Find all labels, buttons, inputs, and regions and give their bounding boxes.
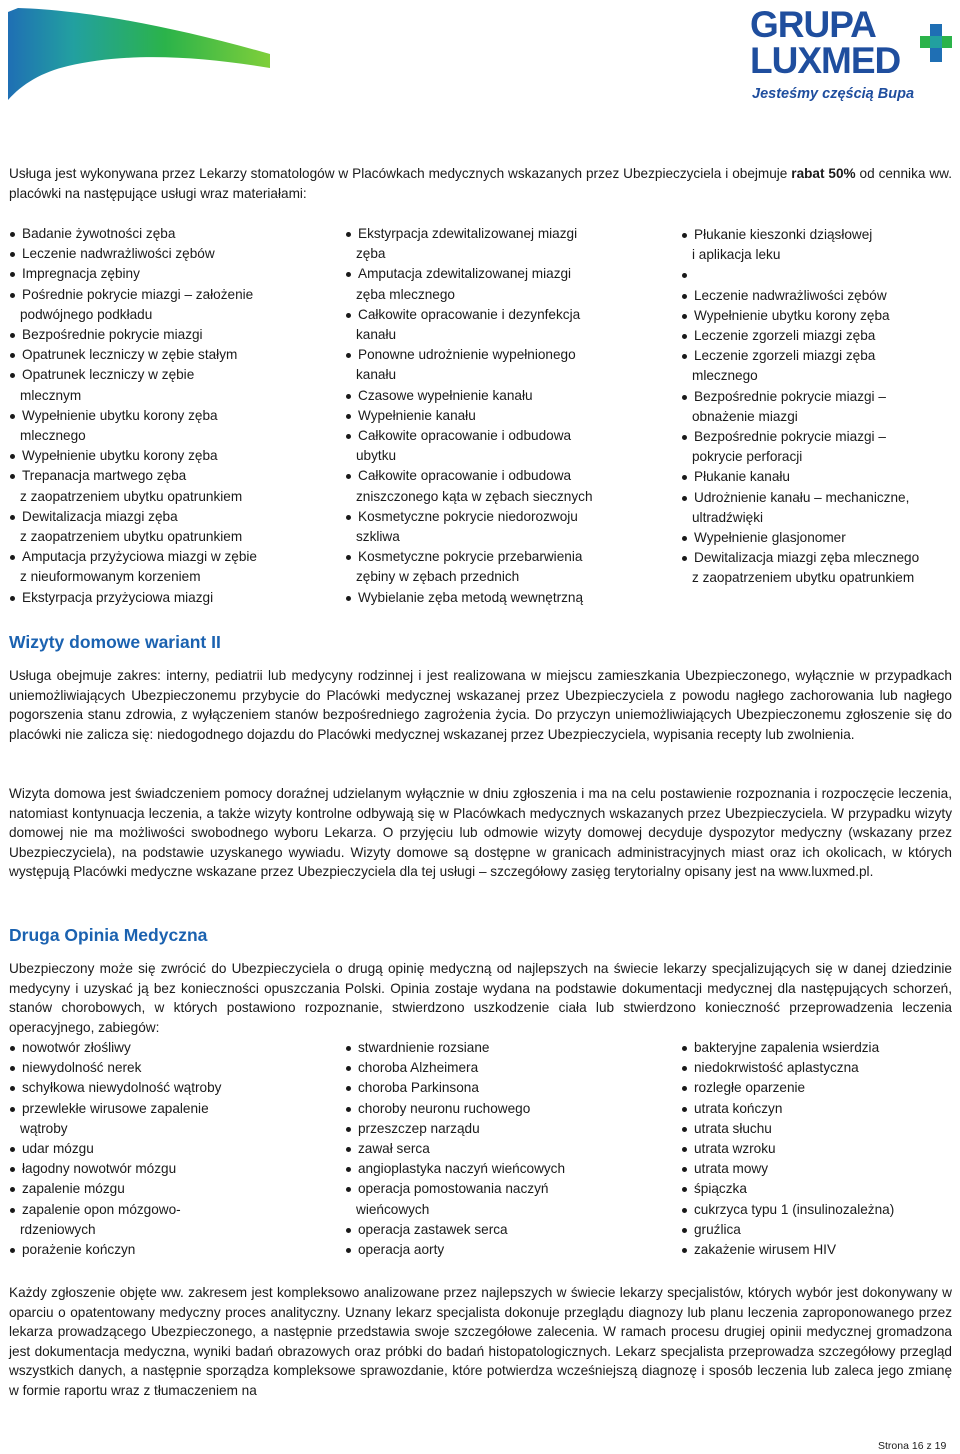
list-item-text: Wybielanie zęba metodą wewnętrzną (358, 589, 584, 605)
list-item-continuation: zęba (356, 246, 386, 262)
list-item (682, 225, 957, 265)
list-item-text: Impregnacja zębiny (22, 266, 140, 282)
list-item (10, 264, 330, 284)
list-item-text: rozległe oparzenie (694, 1080, 806, 1096)
list-item-text: Całkowite opracowanie i dezynfekcja (358, 306, 581, 322)
list-item (346, 507, 666, 547)
list-item (682, 528, 957, 548)
list-item-text: Wypełnienie glasjonomer (694, 530, 846, 546)
dental-list-col2 (346, 224, 666, 608)
list-item (682, 346, 957, 386)
logo-cross-icon (916, 16, 954, 76)
list-item-continuation: obnażenie miazgi (692, 408, 798, 424)
list-item (10, 1139, 330, 1159)
list-item-text: choroby neuronu ruchowego (358, 1100, 531, 1116)
list-item-text: Amputacja przyżyciowa miazgi w zębie (22, 549, 257, 565)
list-item-text: łagodny nowotwór mózgu (22, 1161, 177, 1177)
list-item-continuation: i aplikacja leku (692, 247, 781, 263)
logo-line2: LUXMED (750, 40, 901, 81)
dental-list-col1 (10, 224, 330, 608)
conditions-list-col3 (682, 1038, 957, 1260)
conditions-list-col2 (346, 1038, 666, 1260)
swoosh-graphic (8, 8, 270, 100)
list-item-text: Wypełnienie ubytku korony zęba (22, 448, 218, 464)
list-item (10, 1179, 330, 1199)
intro-paragraph (9, 164, 952, 203)
list-item-text: przeszczep narządu (358, 1120, 480, 1136)
list-item-text: Płukanie kanału (694, 469, 790, 485)
list-item-text: Leczenie nadwrażliwości zębów (22, 246, 215, 262)
list-item-text: Dewitalizacja miazgi zęba (22, 508, 178, 524)
list-item-continuation: zębiny w zębach przednich (356, 569, 520, 585)
list-item-text: Bezpośrednie pokrycie miazgi (22, 327, 203, 343)
list-item (682, 1179, 957, 1199)
list-item-text: stwardnienie rozsiane (358, 1040, 490, 1055)
list-item-continuation: pokrycie perforacji (692, 449, 803, 465)
list-item (682, 548, 957, 588)
list-item (682, 1220, 957, 1240)
list-item-text: utrata słuchu (694, 1120, 772, 1136)
list-item (346, 1179, 666, 1219)
list-item (346, 588, 666, 608)
druga-paragraph-2: Każdy zgłoszenie objęte ww. zakresem jest kompleksowo analizowane przez najlepszych w świecie lekarzy specjalistów, których wybór jest dokonywany w oparciu o opatentowany medyczny proces analityczny. Uznany lekarz specjalista dokonuje przeglądu diagnozy lub planu leczenia zaproponowanego przez lekarza prowadzącego Ubezpieczonego, a następnie przedstawia swoje szczegółowe zalecenia. W ramach procesu drugiej opinii medycznej gromadzona jest dokumentacja medyczna, wyniki badań obrazowych oraz próbki do badań histopatologicznych. Lekarz specjalista przeprowadza szczegółowy przegląd wszystkich danych, a następnie sporządza kompleksowe sprawozdanie, które potwierdza wcześniejszą diagnozę i sposób leczenia lub zaleca jego zmianę w formie raportu wraz z tłumaczeniem na (9, 1285, 952, 1398)
list-item-text: Wypełnienie kanału (358, 407, 476, 423)
list-item (346, 1078, 666, 1098)
list-item-text: Czasowe wypełnienie kanału (358, 387, 533, 403)
list-item-continuation: zniszczonego kąta w zębach siecznych (356, 488, 593, 504)
list-item-text: Całkowite opracowanie i odbudowa (358, 428, 572, 444)
list-item-text: Bezpośrednie pokrycie miazgi – (694, 429, 886, 445)
list-item-continuation: kanału (356, 367, 397, 383)
list-item-text: Kosmetyczne pokrycie przebarwienia (358, 549, 583, 565)
list-item (682, 1038, 957, 1058)
list-item-text: zapalenie opon mózgowo- (22, 1201, 181, 1217)
list-item-text: Leczenie zgorzeli miazgi zęba (694, 328, 876, 343)
list-item-text: Ponowne udrożnienie wypełnionego (358, 347, 576, 363)
list-item (682, 427, 957, 467)
wizyty-paragraph-2: Wizyta domowa jest świadczeniem pomocy doraźnej udzielanym wyłącznie w dniu zgłoszenia i ma na celu postawienie rozpoznania i rozpoczęcie leczenia, natomiast kontynuacja leczenia, a także wizyty kontrolne odbywają się w Placówkach medycznych wskazanych przez Ubezpieczyciela. W przypadku wizyty domowej nie ma możliwości swobodnego wyboru Lekarza. O przyjęciu lub odmowie wizyty domowej decyduje dyspozytor medyczny (wskazany przez Ubezpieczyciela), na podstawie uzyskanego wywiadu. Wizyty domowe są dostępne w granicach administracyjnych miast oraz ich okolicach, w których występują Placówki medyczne wskazane przez Ubezpieczyciela dla tej usługi – szczegółowy zasięg terytorialny opisany jest na www.luxmed.pl. (9, 786, 952, 879)
list-item-text: utrata mowy (694, 1161, 769, 1177)
list-item-text: Udrożnienie kanału – mechaniczne, (694, 489, 910, 505)
dental-list-col3 (682, 225, 957, 589)
list-item (10, 365, 330, 405)
list-item (682, 1159, 957, 1179)
list-item-text: Opatrunek leczniczy w zębie (22, 367, 195, 383)
list-item-text: operacja aorty (358, 1242, 445, 1258)
list-item-continuation: z zaopatrzeniem ubytku opatrunkiem (20, 529, 243, 545)
list-item (346, 224, 666, 264)
list-item (682, 326, 957, 346)
list-item (10, 406, 330, 446)
list-item-text: utrata wzroku (694, 1141, 776, 1157)
list-item (10, 547, 330, 587)
wizyty-paragraph-1: Usługa obejmuje zakres: interny, pediatrii lub medycyny rodzinnej i jest realizowana w miejscu zamieszkania Ubezpieczonego, wyłącznie w przypadkach uniemożliwiających Ubezpieczonemu przybycie do Placówki medycznej wskazanej przez Ubezpieczyciela z powodu nagłego zachorowania lub nagłego pogorszenia stanu zdrowia, z wyłączeniem stanów bezpośredniego zagrożenia życia. Do przyczyn uniemożliwiających Ubezpieczonemu zgłoszenie się do placówki nie zalicza się: niedogodnego dojazdu do Placówki medycznej wskazanej przez Ubezpieczyciela, wypisania recepty lub zwolnienia. (9, 668, 952, 742)
list-item (346, 406, 666, 426)
list-item-text: niedokrwistość aplastyczna (694, 1060, 859, 1076)
list-item (10, 1038, 330, 1058)
list-item-text: udar mózgu (22, 1141, 94, 1157)
page-number: Strona 16 z 19 (878, 1440, 947, 1452)
druga-paragraph-1: Ubezpieczony może się zwrócić do Ubezpieczyciela o drugą opinię medyczną od najlepszych na świecie lekarzy specjalizujących się w danej dziedzinie medycyny i uzyskać ją bez konieczności opuszczania Polski. Opinia zostaje wydana na podstawie dokumentacji medycznej dla następujących schorzeń, stanów chorobowych, w których postawiono rozpoznanie, stwierdzono uszkodzenie ciała lub stwierdzono konieczność przeprowadzenia leczenia operacyjnego, zabiegów: (9, 961, 952, 1035)
list-item (346, 1038, 666, 1058)
list-item (10, 345, 330, 365)
list-item (346, 305, 666, 345)
list-item (10, 1159, 330, 1179)
list-item-text: niewydolność nerek (22, 1060, 142, 1076)
list-item-continuation: z zaopatrzeniem ubytku opatrunkiem (692, 570, 915, 586)
list-item (346, 264, 666, 304)
list-item-text: Pośrednie pokrycie miazgi – założenie (22, 286, 254, 302)
list-item (682, 1200, 957, 1220)
list-item (10, 1078, 330, 1098)
list-item-text: porażenie kończyn (22, 1242, 136, 1258)
list-item (10, 507, 330, 547)
list-item-text: Leczenie nadwrażliwości zębów (694, 287, 887, 303)
list-item-text: Całkowite opracowanie i odbudowa (358, 468, 572, 484)
list-item-continuation: mlecznym (20, 387, 82, 403)
list-item-continuation: ubytku (356, 448, 397, 464)
list-item-text: Amputacja zdewitalizowanej miazgi (358, 266, 572, 282)
list-item (682, 286, 957, 306)
list-item-continuation: ultradźwięki (692, 509, 764, 525)
list-item (10, 1240, 330, 1260)
list-item (682, 488, 957, 528)
wizyty-heading: Wizyty domowe wariant II (9, 632, 221, 652)
list-item-text: zawał serca (358, 1141, 430, 1157)
list-item (10, 285, 330, 325)
list-item (682, 306, 957, 326)
list-item (346, 547, 666, 587)
list-item-text: cukrzyca typu 1 (insulinozależna) (694, 1201, 895, 1217)
list-item (10, 224, 330, 244)
list-item (10, 1058, 330, 1078)
list-item (346, 426, 666, 466)
list-item (682, 1139, 957, 1159)
list-item (10, 244, 330, 264)
list-item-text: Dewitalizacja miazgi zęba mlecznego (694, 550, 920, 566)
list-item-text: operacja zastawek serca (358, 1221, 508, 1237)
list-item (346, 386, 666, 406)
list-item (682, 1119, 957, 1139)
logo-line1: GRUPA (750, 4, 876, 45)
list-item-text: Bezpośrednie pokrycie miazgi – (694, 388, 886, 404)
list-item-text: zakażenie wirusem HIV (694, 1242, 837, 1258)
list-item-text: śpiączka (694, 1181, 747, 1197)
list-item-continuation: podwójnego podkładu (20, 306, 153, 322)
list-item (10, 325, 330, 345)
list-item-text: Ekstyrpacja przyżyciowa miazgi (22, 589, 214, 605)
list-item (10, 1200, 330, 1240)
list-item-text: bakteryjne zapalenia wsierdzia (694, 1040, 880, 1055)
list-item-text: przewlekłe wirusowe zapalenie (22, 1100, 209, 1116)
list-item-continuation: mlecznego (692, 368, 758, 384)
list-item-continuation: kanału (356, 327, 397, 343)
list-item (10, 446, 330, 466)
list-item-continuation: z zaopatrzeniem ubytku opatrunkiem (20, 488, 243, 504)
conditions-list-col1 (10, 1038, 330, 1260)
list-item-text: Opatrunek leczniczy w zębie stałym (22, 347, 238, 363)
list-item-text: Wypełnienie ubytku korony zęba (694, 307, 890, 323)
list-item (10, 466, 330, 506)
list-item (346, 1220, 666, 1240)
list-item-text: schyłkowa niewydolność wątroby (22, 1080, 222, 1096)
list-item-text: zapalenie mózgu (22, 1181, 125, 1197)
intro-bold-discount: rabat 50% (791, 166, 856, 181)
list-item-text: Wypełnienie ubytku korony zęba (22, 407, 218, 423)
list-item (346, 466, 666, 506)
list-item (346, 1119, 666, 1139)
list-item-continuation: mlecznego (20, 428, 86, 444)
list-item (346, 1240, 666, 1260)
druga-opinia-heading: Druga Opinia Medyczna (9, 925, 208, 945)
intro-text-before: Usługa jest wykonywana przez Lekarzy stomatologów w Placówkach medycznych wskazanych przez Ubezpieczyciela i obejmuje (9, 166, 792, 181)
list-item-text: choroba Alzheimera (358, 1060, 479, 1076)
list-item-continuation: z nieuformowanym korzeniem (20, 569, 201, 585)
list-item (346, 345, 666, 385)
list-item (682, 1058, 957, 1078)
list-item-continuation: zęba mlecznego (356, 286, 455, 302)
logo-tagline: Jesteśmy częścią Bupa (752, 86, 915, 102)
list-item (346, 1159, 666, 1179)
list-item (346, 1139, 666, 1159)
list-item-text: Trepanacja martwego zęba (22, 468, 187, 484)
intro-text-after: od cennika ww. placówki na następujące usługi wraz materiałami: (9, 166, 952, 201)
list-item (682, 387, 957, 427)
list-item-text: Badanie żywotności zęba (22, 226, 176, 241)
list-item-text: gruźlica (694, 1221, 741, 1237)
list-item-continuation: wieńcowych (356, 1201, 430, 1217)
list-item-text: Płukanie kieszonki dziąsłowej (694, 227, 873, 242)
list-item-text: Ekstyrpacja zdewitalizowanej miazgi (358, 226, 578, 241)
list-item (10, 1099, 330, 1139)
list-item (682, 265, 957, 285)
list-item-text: nowotwór złośliwy (22, 1040, 131, 1055)
list-item (346, 1099, 666, 1119)
list-item-text: Kosmetyczne pokrycie niedorozwoju (358, 508, 578, 524)
list-item-text: Leczenie zgorzeli miazgi zęba (694, 348, 876, 364)
list-item (10, 588, 330, 608)
list-item-text: angioplastyka naczyń wieńcowych (358, 1161, 566, 1177)
list-item-text: choroba Parkinsona (358, 1080, 479, 1096)
list-item-continuation: wątroby (20, 1120, 68, 1136)
list-item (682, 1099, 957, 1119)
list-item (682, 1240, 957, 1260)
luxmed-logo (740, 6, 956, 106)
list-item (682, 467, 957, 487)
list-item (682, 1078, 957, 1098)
list-item-continuation: rdzeniowych (20, 1221, 96, 1237)
list-item (346, 1058, 666, 1078)
list-item-continuation: szkliwa (356, 529, 400, 545)
list-item-text: utrata kończyn (694, 1100, 783, 1116)
list-item-text: operacja pomostowania naczyń (358, 1181, 549, 1197)
